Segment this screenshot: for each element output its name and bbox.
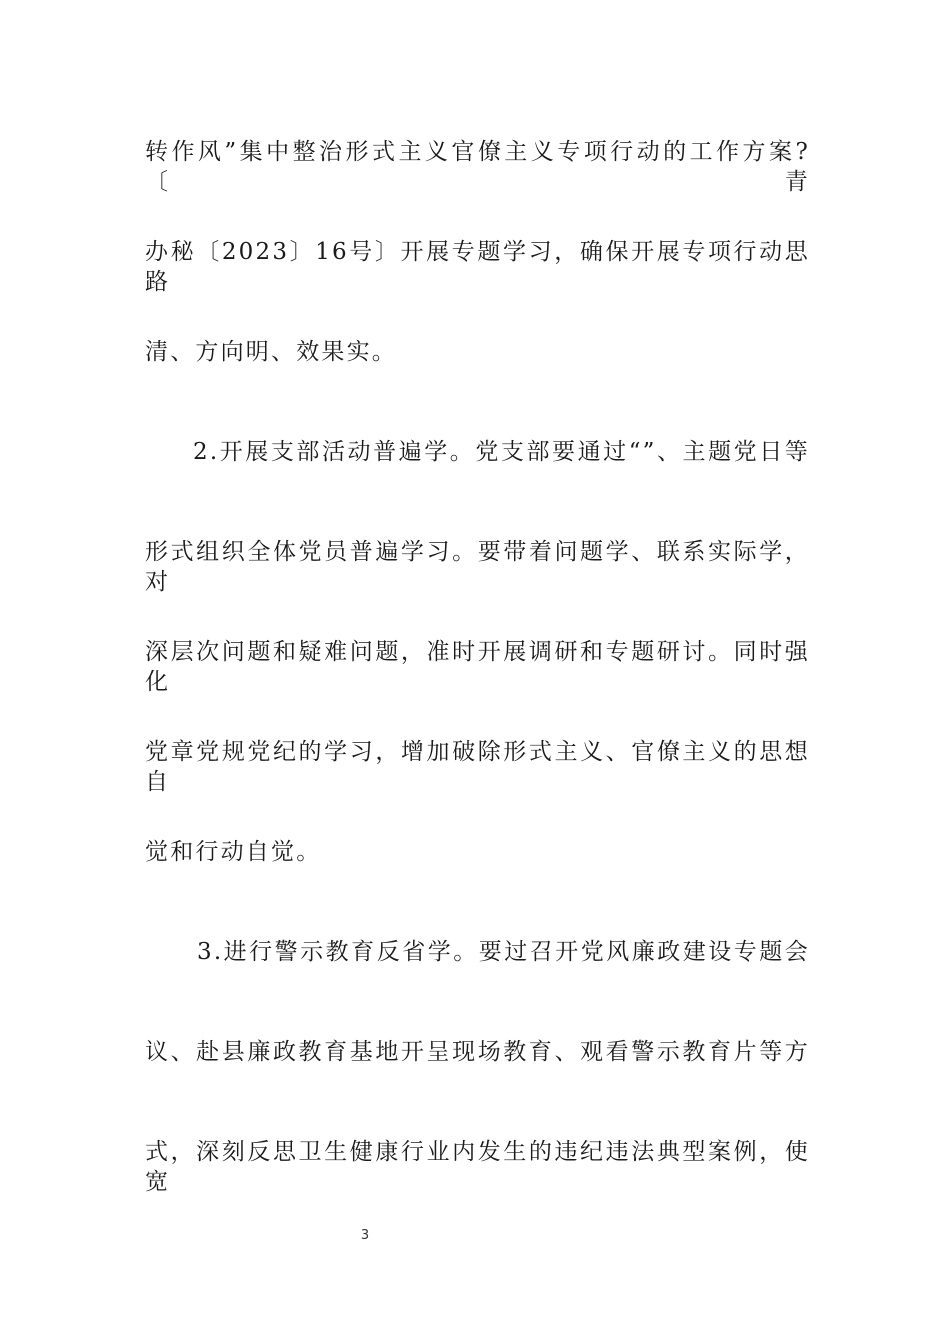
page-number: 3 [360, 1228, 370, 1243]
text-line-9: 3.进行警示教育反省学。要过召开党风廉政建设专题会 [197, 939, 810, 965]
text-line-8: 觉和行动自觉。 [145, 839, 322, 865]
text-line-10: 议、赴县廉政教育基地开呈现场教育、观看警示教育片等方 [145, 1039, 810, 1065]
text-line-7: 党章党规党纪的学习，增加破除形式主义、官僚主义的思想自 [145, 739, 810, 795]
text-line-4: 2.开展支部活动普遍学。党支部要通过“”、主题党日等 [193, 439, 810, 465]
text-line-11: 式，深刻反思卫生健康行业内发生的违纪违法典型案例，使宽 [145, 1139, 810, 1195]
text-line-1: 转作风”集中整治形式主义官僚主义专项行动的工作方案?〔青 [145, 139, 810, 195]
text-line-6: 深层次问题和疑难问题，准时开展调研和专题研讨。同时强化 [145, 639, 810, 695]
text-line-5: 形式组织全体党员普遍学习。要带着问题学、联系实际学，对 [145, 539, 810, 595]
text-line-3: 清、方向明、效果实。 [145, 339, 397, 365]
text-line-2: 办秘〔2023〕16号〕开展专题学习，确保开展专项行动思路 [145, 239, 810, 295]
